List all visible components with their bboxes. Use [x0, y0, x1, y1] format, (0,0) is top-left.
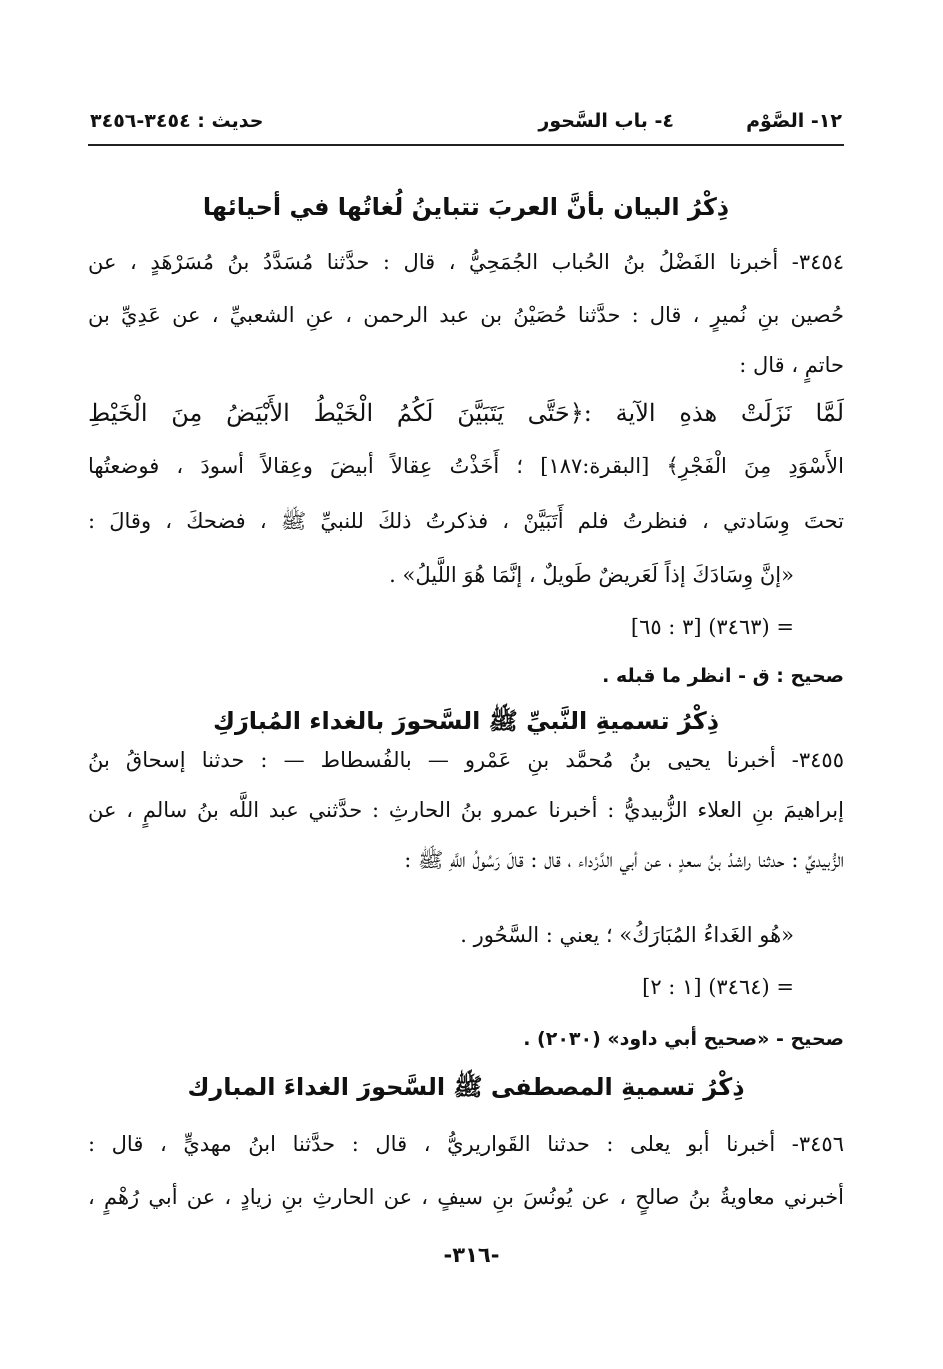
- hadith-text-line: الزُّبيديِّ : حدثنا راشدُ بنُ سعدٍ ، عن أبي الدَّرْداء ، قال : قالَ رَسُولُ اللَّهِ ﷺ :: [404, 848, 844, 872]
- section-heading: ذِكْرُ البيان بأنَّ العربَ تتباينُ لُغاتُها في أحيائها: [202, 193, 730, 221]
- cross-reference: = (٣٤٦٤) [١ : ٢]: [642, 975, 794, 999]
- hadith-quote: «إنَّ وِسَادَكَ إذاً لَعَريضٌ طَويلٌ ، إنَّمَا هُوَ اللَّيلُ» .: [389, 563, 794, 587]
- hadith-text-line: حاتمٍ ، قال :: [739, 353, 844, 377]
- hadith-text-line: الأَسْوَدِ مِنَ الْفَجْرِ﴾ [البقرة:١٨٧] ؛ أَخَذْتُ عِقالاً أبيضَ وعِقالاً أسودَ ، فوضعتُها: [88, 454, 844, 478]
- page-number: -٣١٦-: [443, 1243, 500, 1267]
- hadith-text-line: أخبرني معاويةُ بنُ صالحٍ ، عن يُونُسَ بنِ سيفٍ ، عن الحارثِ بنِ زيادٍ ، عن أبي رُهْمٍ ،: [88, 1185, 844, 1209]
- hadith-text-line: حُصين بنِ نُميرٍ ، قال : حدَّثنا حُصَيْنُ بن عبد الرحمن ، عنِ الشعبيِّ ، عن عَدِيِّ بن: [88, 303, 844, 327]
- hadith-text-line: تحتَ وِسَادتي ، فنظرتُ فلم أَتَبَيَّنْ ، فذكرتُ ذلكَ للنبيِّ ﷺ ، فضحكَ ، وقالَ :: [88, 509, 844, 533]
- section-heading: ذِكْرُ تسميةِ المصطفى ﷺ السَّحورَ الغداءَ المبارك: [187, 1073, 745, 1101]
- hadith-text-line: ٣٤٥٥- أخبرنا يحيى بنُ مُحمَّد بنِ عَمْرو — بالفُسطاط — : حدثنا إسحاقُ بنُ: [88, 748, 844, 772]
- book-title: ١٢- الصَّوْم: [746, 110, 842, 132]
- section-heading: ذِكْرُ تسميةِ النَّبيِّ ﷺ السَّحورَ بالغداء المُبارَكِ: [212, 707, 720, 735]
- hadith-text-line: إبراهيمَ بنِ العلاء الزُّبيديُّ : أخبرنا عمرو بنُ الحارثِ : حدَّثني عبد اللَّه بنُ سالمٍ ، عن: [88, 798, 844, 822]
- hadith-quote: «هُو الغَداءُ المُبَارَكُ» ؛ يعني : السَّحُور .: [460, 923, 794, 947]
- cross-reference: = (٣٤٦٣) [٣ : ٦٥]: [630, 615, 794, 639]
- chapter-title: ٤- باب السَّحور: [538, 110, 674, 132]
- running-header: [88, 104, 844, 146]
- hadith-text-line: ٣٤٥٤- أخبرنا الفَضْلُ بنُ الحُباب الجُمَحِيُّ ، قال : حدَّثنا مُسَدَّدُ بنُ مُسَرْهَدٍ ، عن: [88, 250, 844, 274]
- grading-note: صحيح : ق - انظر ما قبله .: [602, 665, 844, 687]
- grading-note: صحيح - «صحيح أبي داود» (٢٠٣٠) .: [523, 1028, 844, 1050]
- hadith-range: حديث : ٣٤٥٤-٣٤٥٦: [90, 110, 264, 132]
- verse-line: لَمَّا نَزَلَتْ هذهِ الآية :﴿حَتَّى يَتَبَيَّنَ لَكُمُ الْخَيْطُ الأَبْيَضُ مِنَ الْخَيْطِ: [88, 399, 844, 427]
- hadith-text-line: ٣٤٥٦- أخبرنا أبو يعلى : حدثنا القَواريريُّ ، قال : حدَّثنا ابنُ مهديٍّ ، قال :: [88, 1132, 844, 1156]
